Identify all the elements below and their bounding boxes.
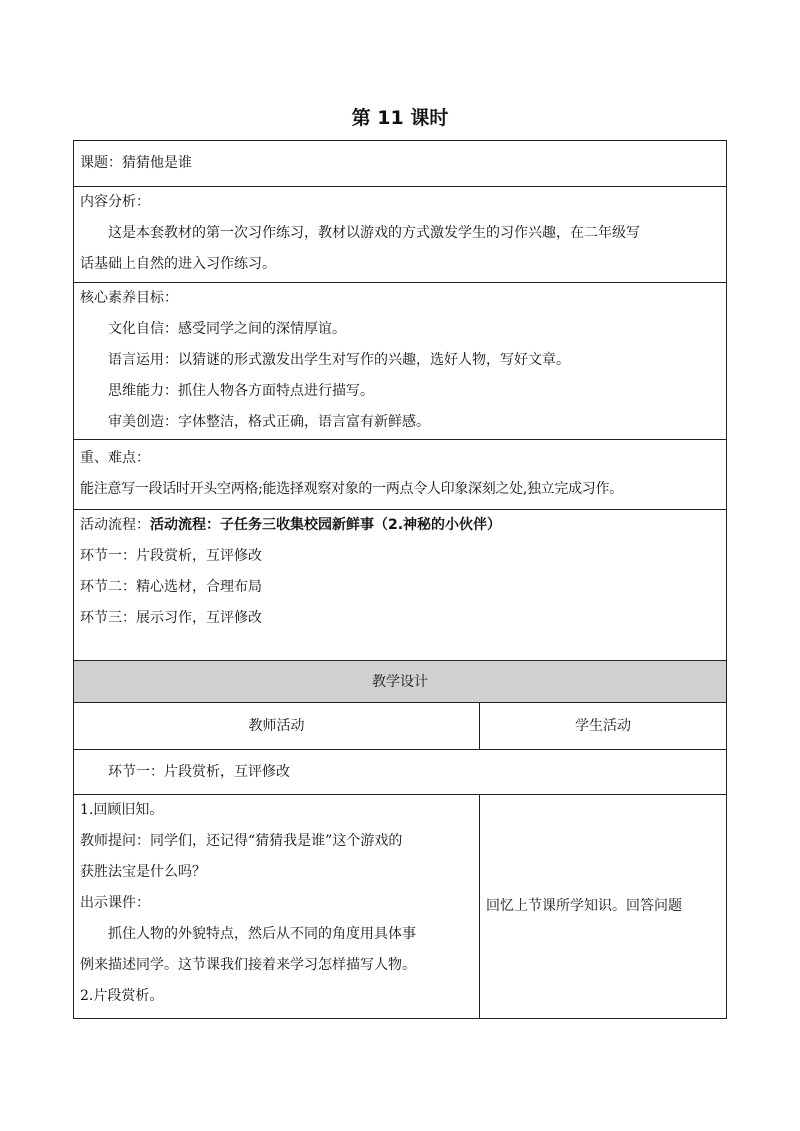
key-text: 能注意写一段话时开头空两格;能选择观察对象的一两点令人印象深刻之处,独立完成习作。 <box>80 481 623 497</box>
activity-body-row <box>74 795 727 1019</box>
design-header: 教学设计 <box>372 674 428 690</box>
teacher-line: 抓住人物的外貌特点，然后从不同的角度用具体事 <box>108 926 416 942</box>
lesson-plan-table <box>73 140 727 1019</box>
design-header-row <box>74 661 727 703</box>
flow-title: 活动流程：子任务三收集校园新鲜事（2.神秘的小伙伴） <box>150 517 502 533</box>
flow-step: 环节三：展示习作，互评修改 <box>80 610 262 626</box>
teacher-line: 例来描述同学。这节课我们接着来学习怎样描写人物。 <box>80 957 416 973</box>
topic-row <box>74 141 727 187</box>
section-row <box>74 750 727 795</box>
student-activity-header: 学生活动 <box>575 718 631 734</box>
topic-text: 课题：猜猜他是谁 <box>80 155 192 171</box>
goal-item: 文化自信：感受同学之间的深情厚谊。 <box>108 321 346 337</box>
key-label: 重、难点： <box>80 450 150 466</box>
goal-item: 审美创造：字体整洁，格式正确，语言富有新鲜感。 <box>108 414 430 430</box>
section-title: 环节一：片段赏析，互评修改 <box>108 764 290 780</box>
teacher-line: 1.回顾旧知。 <box>80 802 164 818</box>
teacher-line: 教师提问：同学们，还记得“猜猜我是谁”这个游戏的 <box>80 833 403 849</box>
page-title: 第 11 课时 <box>351 107 449 129</box>
teacher-line: 出示课件： <box>80 895 150 911</box>
flow-step: 环节一：片段赏析，互评修改 <box>80 548 262 564</box>
teacher-activity-header: 教师活动 <box>74 703 480 749</box>
content-text-line-1: 这是本套教材的第一次习作练习，教材以游戏的方式激发学生的习作兴趣，在二年级写 <box>108 225 640 241</box>
key-points-row <box>74 440 727 510</box>
content-label: 内容分析： <box>80 194 150 210</box>
goal-item: 思维能力：抓住人物各方面特点进行描写。 <box>108 383 374 399</box>
content-text-line-2: 话基础上自然的进入习作练习。 <box>80 256 276 272</box>
student-text: 回忆上节课所学知识。回答问题 <box>486 898 682 914</box>
content-analysis-row <box>74 187 727 283</box>
teacher-line: 获胜法宝是什么吗？ <box>80 864 206 880</box>
goals-row <box>74 283 727 440</box>
activity-flow-row <box>74 510 727 661</box>
goal-item: 语言运用：以猜谜的形式激发出学生对写作的兴趣，选好人物，写好文章。 <box>108 352 570 368</box>
flow-step: 环节二：精心选材，合理布局 <box>80 579 262 595</box>
goals-label: 核心素养目标： <box>80 290 178 306</box>
flow-label: 活动流程： <box>80 517 150 533</box>
student-activity-cell <box>480 795 726 1018</box>
teacher-activity-cell <box>74 795 480 1018</box>
column-header-row <box>74 703 727 750</box>
teacher-line: 2.片段赏析。 <box>80 988 164 1004</box>
